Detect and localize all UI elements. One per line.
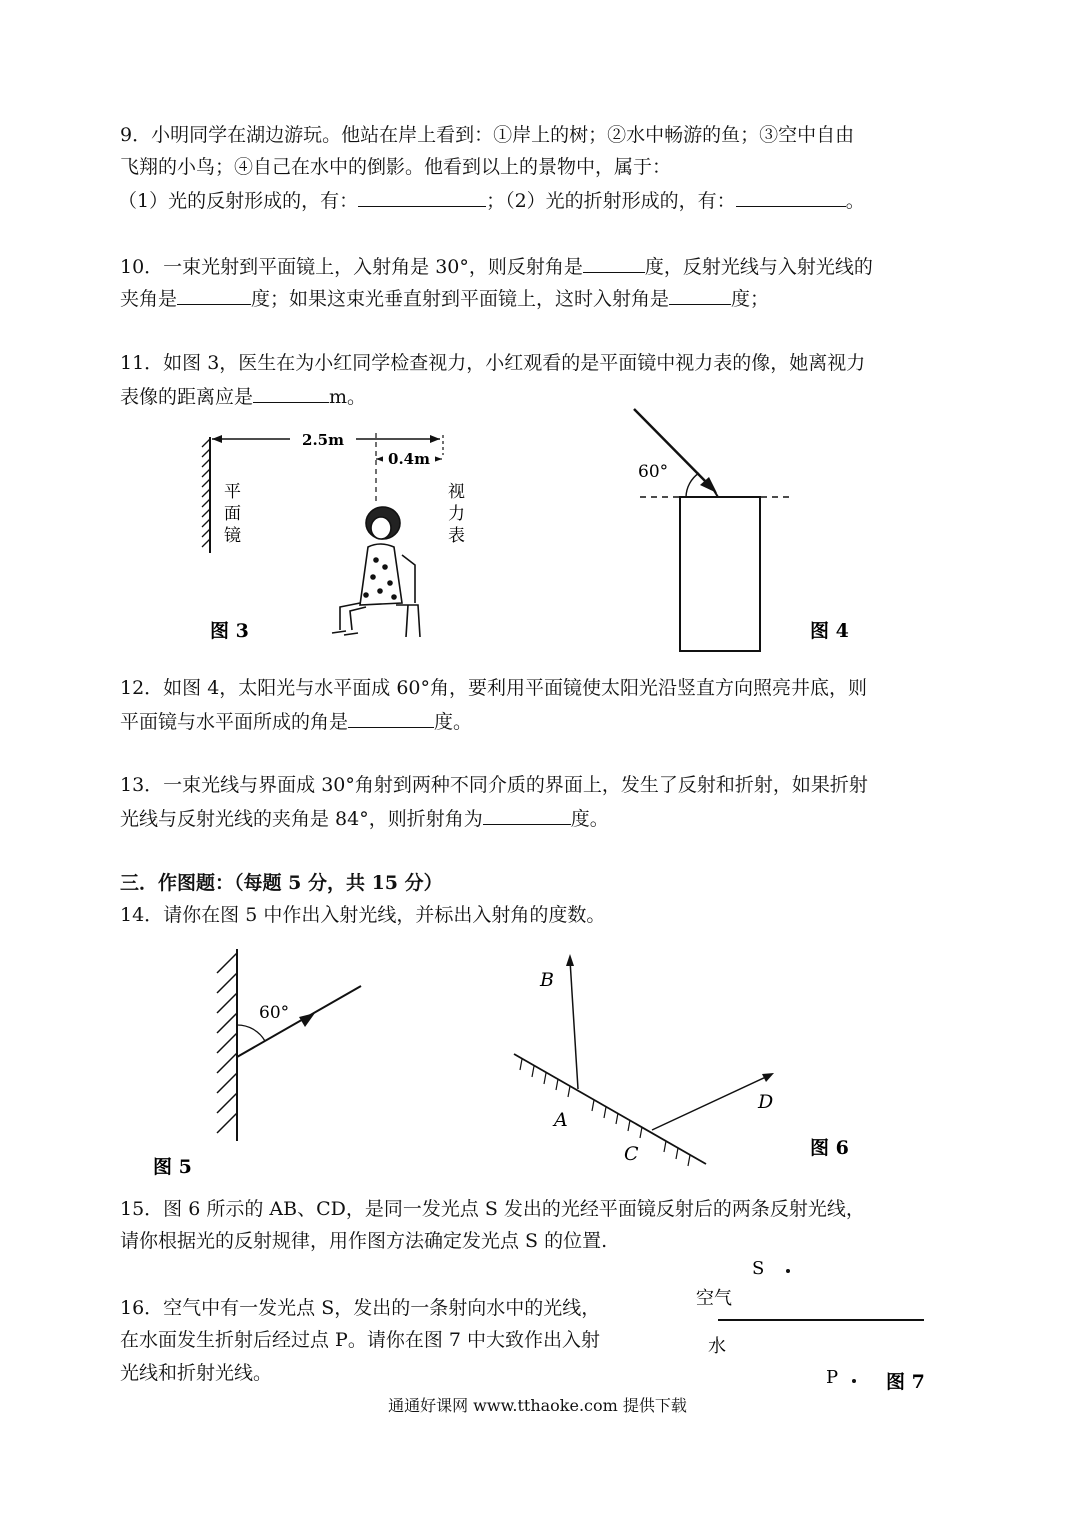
q10-blank1[interactable] (583, 254, 645, 273)
fig3-mirror-label-3: 镜 (224, 526, 241, 546)
figure-4 (620, 405, 870, 660)
fig3-mirror-label-1: 平 (224, 482, 241, 502)
figure-3 (180, 425, 480, 655)
q10-part2: 度，反射光线与入射光线的 (644, 256, 873, 278)
fig7-point-p (852, 1379, 856, 1383)
q13-line1: 13．一束光线与界面成 30°角射到两种不同介质的界面上，发生了反射和折射，如果折射 (120, 774, 868, 796)
q16-line2: 在水面发生折射后经过点 P。请你在图 7 中大致作出入射 (120, 1329, 600, 1351)
fig3-mirror-label-2: 面 (224, 504, 241, 524)
q13-line2 (120, 806, 609, 831)
q10-line1 (120, 254, 873, 279)
q9-line3 (118, 188, 865, 213)
q13-blank[interactable] (483, 806, 571, 825)
q10-part4: 度；如果这束光垂直射到平面镜上，这时入射角是 (251, 288, 670, 310)
fig7-p-label: P (826, 1367, 839, 1388)
fig7-air-label: 空气 (696, 1288, 732, 1309)
fig4-angle-label: 60° (638, 462, 669, 482)
q11-part1: 表像的距离应是 (120, 386, 254, 408)
q10-part3: 夹角是 (120, 288, 178, 310)
q12-part2: 度。 (434, 711, 473, 733)
q16-line1: 16．空气中有一发光点 S，发出的一条射向水中的光线， (120, 1297, 601, 1319)
q14-line1: 14．请你在图 5 中作出入射光线，并标出入射角的度数。 (120, 904, 606, 926)
figure-5 (145, 945, 385, 1180)
fig7-water-label: 水 (708, 1336, 726, 1357)
q10-blank2[interactable] (177, 286, 251, 305)
fig4-caption: 图 4 (810, 620, 849, 642)
q13-part1: 光线与反射光线的夹角是 84°，则折射角为 (120, 808, 483, 830)
fig7-caption: 图 7 (886, 1371, 925, 1393)
fig6-caption: 图 6 (810, 1137, 849, 1159)
q9-blank1[interactable] (358, 188, 486, 207)
q12-line2 (120, 709, 472, 734)
q10-blank3[interactable] (669, 286, 731, 305)
q9-blank2[interactable] (736, 188, 846, 207)
q15-line1: 15．图 6 所示的 AB、CD，是同一发光点 S 发出的光经平面镜反射后的两条反射光线， (120, 1198, 865, 1220)
q12-line1: 12．如图 4，太阳光与水平面成 60°角，要利用平面镜使太阳光沿竖直方向照亮井底，则 (120, 677, 868, 699)
q15-line2: 请你根据光的反射规律，用作图方法确定发光点 S 的位置. (120, 1230, 608, 1252)
fig3-distance-0-4m: 0.4m (388, 450, 430, 468)
fig6-label-d: D (758, 1091, 774, 1113)
footer-text: 通通好课网 www.tthaoke.com 提供下载 (388, 1396, 687, 1415)
fig5-angle-label: 60° (259, 1003, 290, 1023)
q9-line2: 飞翔的小鸟；④自己在水中的倒影。他看到以上的景物中，属于： (120, 156, 672, 178)
fig3-chart-label-3: 表 (448, 526, 465, 546)
fig6-label-a: A (554, 1109, 568, 1131)
q10-line2 (120, 286, 769, 311)
q12-blank[interactable] (348, 709, 434, 728)
q9-part1: （1）光的反射形成的，有： (118, 190, 359, 212)
fig6-label-c: C (624, 1143, 639, 1165)
q10-part1: 10．一束光射到平面镜上，入射角是 30°，则反射角是 (120, 256, 583, 278)
figure-6 (500, 948, 880, 1173)
figure-7 (690, 1250, 950, 1400)
q9-part3: 。 (845, 190, 865, 212)
section-3-title: 三．作图题：（每题 5 分，共 15 分） (120, 872, 443, 894)
fig7-s-label: S (752, 1258, 765, 1279)
fig6-label-b: B (540, 969, 554, 991)
fig7-point-s (786, 1269, 790, 1273)
q9-line1: 9．小明同学在湖边游玩。他站在岸上看到：①岸上的树；②水中畅游的鱼；③空中自由 (120, 124, 855, 146)
fig3-distance-2-5m: 2.5m (302, 431, 344, 449)
fig5-caption: 图 5 (153, 1156, 192, 1178)
q16-line3: 光线和折射光线。 (120, 1362, 273, 1384)
q11-line1: 11．如图 3，医生在为小红同学检查视力，小红观看的是平面镜中视力表的像，她离视力 (120, 352, 866, 374)
q12-part1: 平面镜与水平面所成的角是 (120, 711, 349, 733)
fig3-chart-label-1: 视 (448, 482, 465, 502)
q11-blank[interactable] (253, 384, 329, 403)
fig3-caption: 图 3 (210, 620, 249, 642)
q9-part2: ；（2）光的折射形成的，有： (486, 190, 736, 212)
girl-illustration (332, 507, 420, 637)
q11-part2: m。 (329, 386, 367, 408)
fig3-chart-label-2: 力 (448, 504, 465, 524)
q13-part2: 度。 (570, 808, 609, 830)
q10-part5: 度； (731, 288, 770, 310)
q11-line2 (120, 384, 366, 409)
